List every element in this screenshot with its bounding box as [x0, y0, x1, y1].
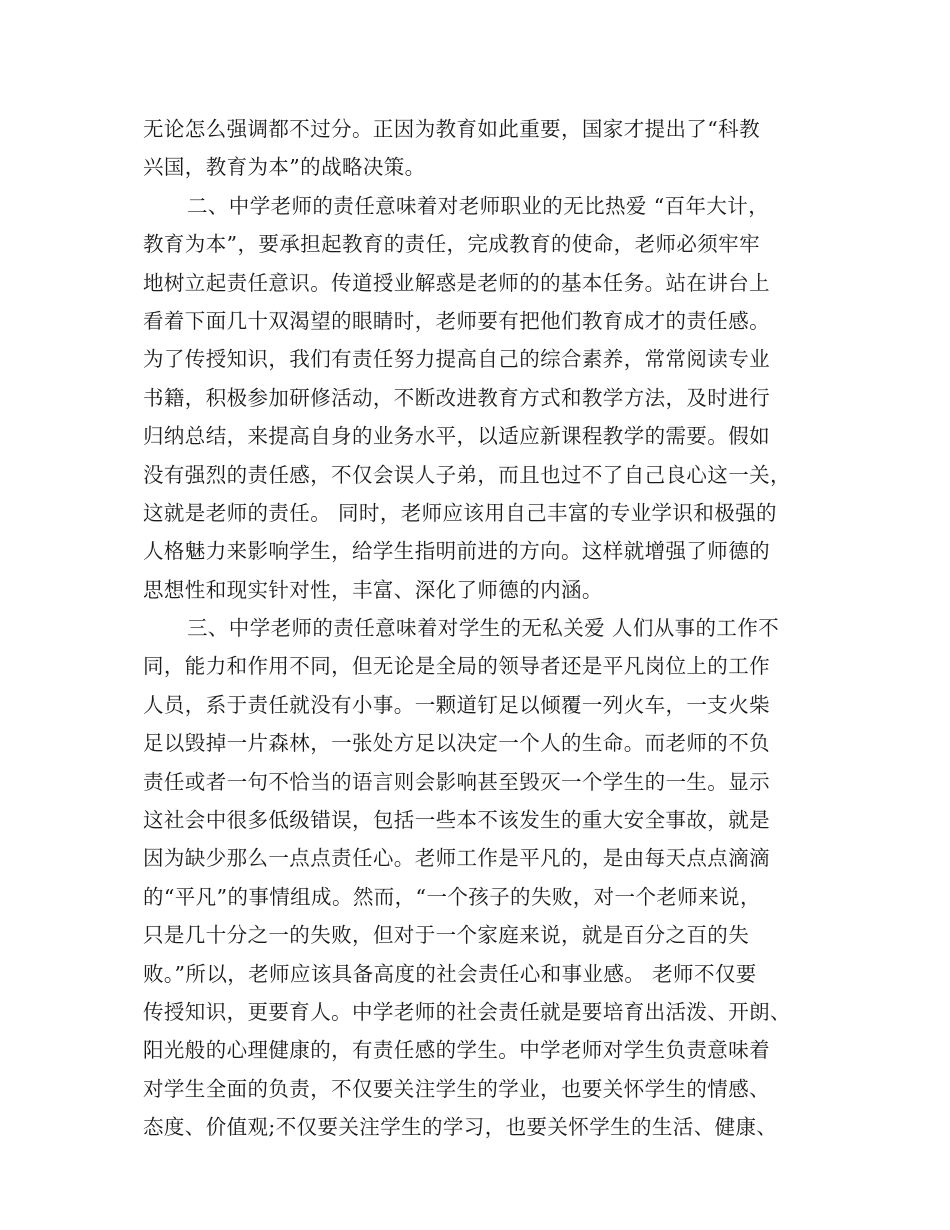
- text-line: 为了传授知识，我们有责任努力提高自己的综合素养，常常阅读专业: [143, 347, 770, 372]
- text-line: 教育为本”，要承担起教育的责任，完成教育的使命，老师必须牢牢: [143, 232, 760, 257]
- text-line: 地树立起责任意识。传道授业解惑是老师的的基本任务。站在讲台上: [143, 270, 770, 295]
- text-line: 责任或者一句不恰当的语言则会影响甚至毁灭一个学生的一生。显示: [143, 769, 770, 794]
- text-line: 的“平凡”的事情组成。然而，“一个孩子的失败，对一个老师来说，: [143, 884, 761, 909]
- text-line: 无论怎么强调都不过分。正因为教育如此重要，国家才提出了“科教: [143, 117, 760, 141]
- text-line: 传授知识，更要育人。中学老师的社会责任就是要培育出活泼、开朗、: [143, 999, 791, 1024]
- text-line: 兴国，教育为本”的战略决策。: [143, 155, 426, 180]
- text-line: 没有强烈的责任感，不仅会误人子弟，而且也过不了自己良心这一关，: [143, 462, 791, 487]
- document-body: [143, 110, 803, 1147]
- section-heading-line: 二、中学老师的责任意味着对老师职业的无比热爱 “百年大计，: [187, 193, 770, 218]
- text-line: 书籍，积极参加研修活动，不断改进教育方式和教学方法，及时进行: [143, 385, 770, 410]
- text-line: 因为缺少那么一点点责任心。老师工作是平凡的，是由每天点点滴滴: [143, 846, 770, 871]
- text-line: 归纳总结，来提高自身的业务水平，以适应新课程教学的需要。假如: [143, 424, 770, 449]
- text-line: 败。”所以，老师应该具备高度的社会责任心和事业感。 老师不仅要: [143, 961, 757, 986]
- text-line: 只是几十分之一的失败，但对于一个家庭来说，就是百分之百的失: [143, 923, 750, 948]
- text-line: 足以毁掉一片森林，一张处方足以决定一个人的生命。而老师的不负: [143, 731, 770, 756]
- text-line: 对学生全面的负责，不仅要关注学生的学业，也要关怀学生的情感、: [143, 1076, 770, 1101]
- text-line: 看着下面几十双渴望的眼睛时，老师要有把他们教育成才的责任感。: [143, 308, 770, 333]
- text-line: 人员，系于责任就没有小事。一颗道钉足以倾覆一列火车，一支火柴: [143, 692, 770, 717]
- section-heading-line: 三、中学老师的责任意味着对学生的无私关爱 人们从事的工作不: [187, 616, 780, 641]
- text-line: 人格魅力来影响学生，给学生指明前进的方向。这样就增强了师德的: [143, 539, 770, 564]
- text-line: 这社会中很多低级错误，包括一些本不该发生的重大安全事故，就是: [143, 808, 770, 833]
- text-line: 这就是老师的责任。 同时，老师应该用自己丰富的专业学识和极强的: [143, 500, 777, 525]
- text-line: 思想性和现实针对性，丰富、深化了师德的内涵。: [143, 577, 603, 602]
- text-line: 同，能力和作用不同，但无论是全局的领导者还是平凡岗位上的工作: [143, 654, 770, 679]
- text-line: 态度、价值观;不仅要关注学生的学习，也要关怀学生的生活、健康、: [143, 1115, 778, 1140]
- text-line: 阳光般的心理健康的，有责任感的学生。中学老师对学生负责意味着: [143, 1038, 770, 1063]
